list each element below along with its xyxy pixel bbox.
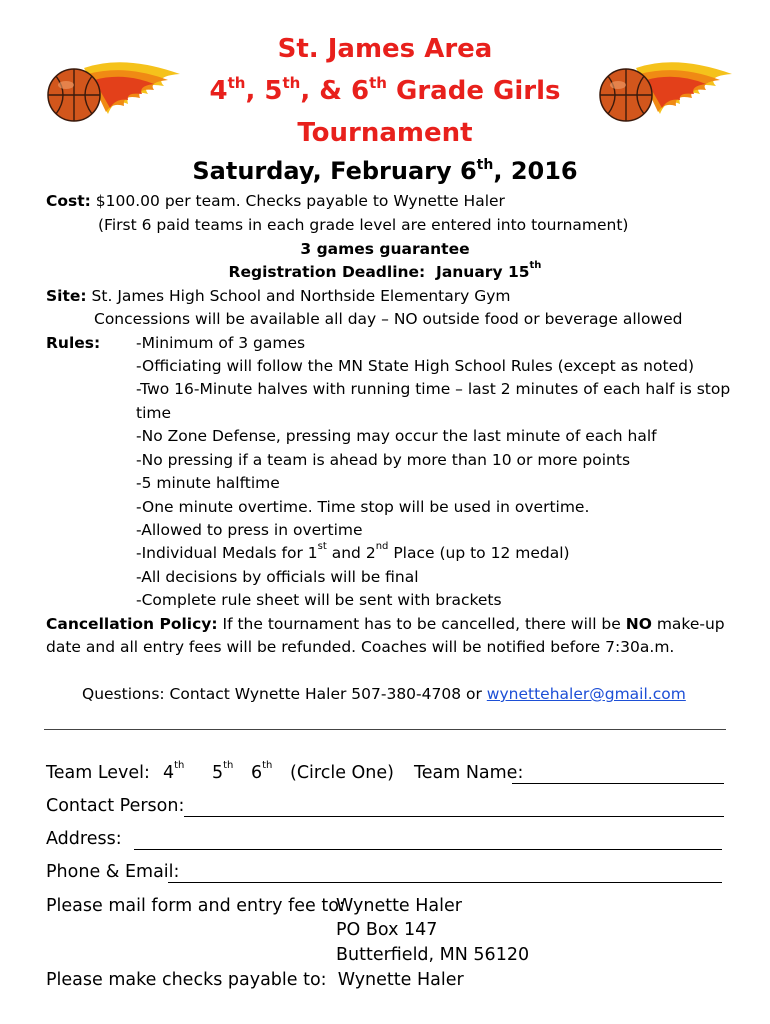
cost-line: Cost: $100.00 per team. Checks payable to Wynette Haler <box>46 192 505 210</box>
divider <box>44 729 726 730</box>
team-name-label: Team Name: <box>414 763 524 783</box>
rule-item: -Officiating will follow the MN State High School Rules (except as noted) <box>136 357 694 375</box>
checks-payable-line: Please make checks payable to: Wynette Haler <box>46 970 464 990</box>
cancellation-line-2: date and all entry fees will be refunded. Coaches will be notified before 7:30a.m. <box>46 638 675 656</box>
rule-item: -One minute overtime. Time stop will be used in overtime. <box>136 498 590 516</box>
questions-line: Questions: Contact Wynette Haler 507-380-4708 or wynettehaler@gmail.com <box>82 685 686 703</box>
site-line: Site: St. James High School and Northside Elementary Gym <box>46 287 511 305</box>
phone-email-label: Phone & Email: <box>46 862 180 882</box>
mail-po-box: PO Box 147 <box>336 920 438 940</box>
team-level-option-5[interactable]: 5th <box>212 760 234 783</box>
concessions-note: Concessions will be available all day – NO outside food or beverage allowed <box>94 310 683 328</box>
rule-item: -Complete rule sheet will be sent with brackets <box>136 591 502 609</box>
title-line-3: Tournament <box>297 118 473 148</box>
registration-deadline: Registration Deadline: January 15th <box>228 260 542 281</box>
title-line-1: St. James Area <box>277 34 493 64</box>
mail-label: Please mail form and entry fee to: <box>46 896 345 916</box>
site-label: Site: <box>46 287 87 305</box>
rule-item: -No pressing if a team is ahead by more than 10 or more points <box>136 451 631 469</box>
cancellation-policy: Cancellation Policy: If the tournament has to be cancelled, there will be NO make-up <box>46 615 725 633</box>
email-link[interactable]: wynettehaler@gmail.com <box>486 685 686 703</box>
address-label: Address: <box>46 829 122 849</box>
cancellation-label: Cancellation Policy: <box>46 615 218 633</box>
rule-item: -No Zone Defense, pressing may occur the last minute of each half <box>136 427 657 445</box>
phone-email-field[interactable] <box>168 865 722 883</box>
circle-one-hint: (Circle One) <box>290 763 394 783</box>
rules-label: Rules: <box>46 334 101 352</box>
rule-item: -Minimum of 3 games <box>136 334 306 352</box>
cost-label: Cost: <box>46 192 91 210</box>
team-name-field[interactable] <box>512 766 724 784</box>
team-level-option-6[interactable]: 6th <box>251 760 273 783</box>
title-line-2: 4th, 5th, & 6th Grade Girls <box>209 74 561 106</box>
rule-item: -All decisions by officials will be final <box>136 568 419 586</box>
mail-city: Butterfield, MN 56120 <box>336 945 530 965</box>
rule-item: -Two 16-Minute halves with running time – last 2 minutes of each half is stop <box>136 380 731 398</box>
contact-person-label: Contact Person: <box>46 796 185 816</box>
rule-item: -5 minute halftime <box>136 474 280 492</box>
event-date: Saturday, February 6th, 2016 <box>192 157 578 185</box>
address-field[interactable] <box>134 832 722 850</box>
contact-person-field[interactable] <box>184 799 724 817</box>
games-guarantee: 3 games guarantee <box>300 240 470 258</box>
team-level-option-4[interactable]: 4th <box>163 760 185 783</box>
rule-item: -Allowed to press in overtime <box>136 521 363 539</box>
cost-note: (First 6 paid teams in each grade level are entered into tournament) <box>98 216 629 234</box>
team-level-label: Team Level: <box>46 763 150 783</box>
rule-item-medals: -Individual Medals for 1st and 2nd Place (up to 12 medal) <box>136 541 570 562</box>
rule-item: time <box>136 404 172 422</box>
mail-name: Wynette Haler <box>336 896 462 916</box>
